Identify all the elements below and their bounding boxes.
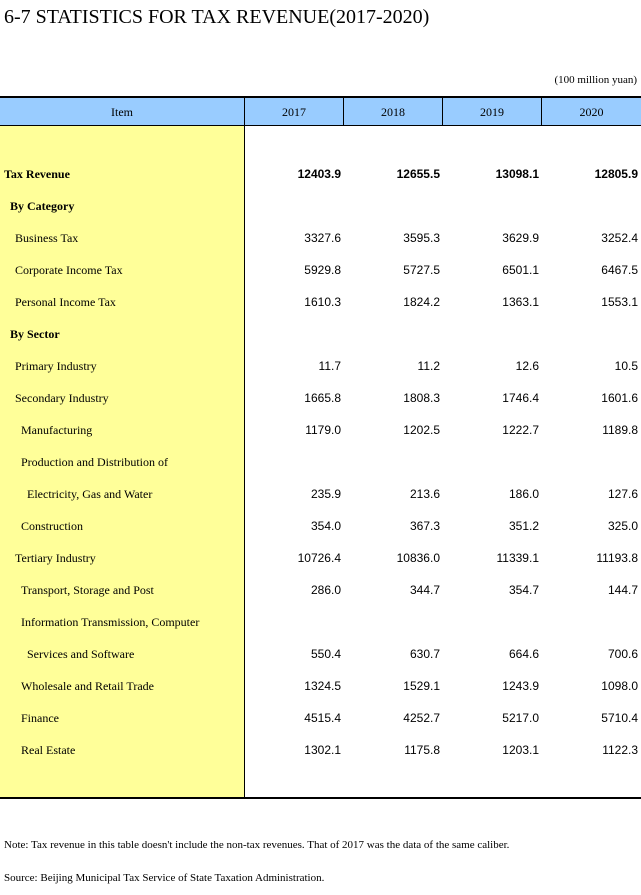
row-value-2019: 1203.1 — [502, 743, 539, 757]
row-label: Transport, Storage and Post — [21, 583, 154, 597]
row-value-2018: 1808.3 — [403, 391, 440, 405]
header-year-2017: 2017 — [245, 98, 344, 126]
table-row — [0, 356, 641, 376]
row-label: Manufacturing — [21, 423, 93, 437]
row-value-2020: 1601.6 — [601, 391, 638, 405]
row-value-2020: 144.7 — [607, 583, 638, 597]
row-value-2017: 354.0 — [310, 519, 341, 533]
row-label: Electricity, Gas and Water — [27, 487, 153, 501]
table-row — [0, 740, 641, 760]
row-value-2018: 1175.8 — [404, 743, 440, 757]
table-row — [0, 164, 641, 184]
table-note: Note: Tax revenue in this table doesn't include the non-tax revenues. That of 2017 was the data of the same caliber. — [4, 839, 510, 851]
row-value-2017: 12403.9 — [297, 167, 341, 181]
table-row — [0, 388, 641, 408]
row-value-2018: 3595.3 — [403, 231, 440, 245]
table-row — [0, 452, 641, 472]
table-row — [0, 420, 641, 440]
row-value-2020: 325.0 — [607, 519, 638, 533]
row-value-2019: 354.7 — [508, 583, 539, 597]
table-row — [0, 484, 641, 504]
row-label: Construction — [21, 519, 83, 533]
row-value-2019: 13098.1 — [495, 167, 539, 181]
table-row — [0, 228, 641, 248]
row-value-2019: 664.6 — [508, 647, 539, 661]
unit-label: (100 million yuan) — [554, 74, 637, 86]
row-label: Primary Industry — [15, 359, 97, 373]
row-value-2019: 1243.9 — [502, 679, 539, 693]
row-value-2019: 3629.9 — [502, 231, 539, 245]
row-value-2020: 1098.0 — [601, 679, 638, 693]
row-label: Wholesale and Retail Trade — [21, 679, 154, 693]
row-value-2020: 12805.9 — [594, 167, 638, 181]
row-value-2020: 1122.3 — [602, 743, 638, 757]
row-label: By Sector — [10, 327, 60, 341]
row-value-2019: 1363.1 — [502, 295, 539, 309]
row-value-2019: 6501.1 — [502, 263, 539, 277]
row-value-2017: 4515.4 — [304, 711, 341, 725]
row-value-2019: 11339.1 — [496, 551, 539, 565]
table-row — [0, 292, 641, 312]
row-value-2020: 10.5 — [614, 359, 638, 373]
row-value-2017: 3327.6 — [304, 231, 341, 245]
table-header-row — [0, 96, 641, 126]
table-row — [0, 708, 641, 728]
table-source: Source: Beijing Municipal Tax Service of State Taxation Administration. — [4, 872, 325, 884]
row-value-2017: 5929.8 — [304, 263, 341, 277]
table-row — [0, 676, 641, 696]
row-value-2020: 5710.4 — [601, 711, 638, 725]
row-label: Personal Income Tax — [15, 295, 116, 309]
row-value-2018: 12655.5 — [396, 167, 440, 181]
row-label: Corporate Income Tax — [15, 263, 123, 277]
row-value-2020: 1553.1 — [601, 295, 638, 309]
table-row — [0, 612, 641, 632]
row-value-2019: 1746.4 — [502, 391, 539, 405]
row-value-2019: 1222.7 — [502, 423, 539, 437]
row-value-2020: 1189.8 — [602, 423, 638, 437]
row-value-2018: 5727.5 — [403, 263, 440, 277]
table-row — [0, 516, 641, 536]
table-row — [0, 644, 641, 664]
header-year-2019: 2019 — [443, 98, 542, 126]
row-value-2019: 186.0 — [508, 487, 539, 501]
table-row — [0, 324, 641, 344]
row-label: Finance — [21, 711, 59, 725]
page-title: 6-7 STATISTICS FOR TAX REVENUE(2017-2020) — [4, 6, 430, 28]
row-value-2017: 10726.4 — [297, 551, 341, 565]
row-value-2019: 5217.0 — [502, 711, 539, 725]
table-bottom-rule — [0, 797, 641, 799]
row-label: Production and Distribution of — [21, 455, 168, 469]
row-value-2018: 1529.1 — [403, 679, 440, 693]
row-value-2018: 367.3 — [409, 519, 440, 533]
row-label: Real Estate — [21, 743, 76, 757]
row-value-2018: 1202.5 — [403, 423, 440, 437]
row-value-2020: 3252.4 — [601, 231, 638, 245]
header-year-2018: 2018 — [344, 98, 443, 126]
table-row — [0, 260, 641, 280]
row-value-2018: 344.7 — [409, 583, 440, 597]
row-label: By Category — [10, 199, 75, 213]
row-value-2017: 11.7 — [318, 359, 341, 373]
row-value-2017: 1302.1 — [304, 743, 341, 757]
header-item: Item — [0, 98, 245, 126]
tax-revenue-table — [0, 96, 641, 799]
row-label: Business Tax — [15, 231, 79, 245]
row-label: Tax Revenue — [4, 167, 70, 181]
row-value-2017: 1610.3 — [304, 295, 341, 309]
row-label: Information Transmission, Computer — [21, 615, 200, 629]
row-value-2020: 11193.8 — [596, 551, 638, 565]
row-value-2018: 4252.7 — [403, 711, 440, 725]
row-value-2019: 12.6 — [515, 359, 539, 373]
table-row — [0, 580, 641, 600]
row-value-2018: 11.2 — [417, 359, 440, 373]
table-row — [0, 548, 641, 568]
row-value-2020: 127.6 — [607, 487, 638, 501]
row-value-2017: 1179.0 — [305, 423, 341, 437]
row-value-2020: 6467.5 — [601, 263, 638, 277]
header-year-2020: 2020 — [579, 105, 604, 119]
row-value-2018: 213.6 — [409, 487, 440, 501]
row-value-2020: 700.6 — [607, 647, 638, 661]
row-label: Tertiary Industry — [15, 551, 96, 565]
row-value-2019: 351.2 — [508, 519, 539, 533]
row-label: Services and Software — [27, 647, 135, 661]
row-value-2017: 1324.5 — [304, 679, 341, 693]
table-row — [0, 196, 641, 216]
row-value-2017: 550.4 — [310, 647, 341, 661]
row-value-2018: 630.7 — [409, 647, 440, 661]
row-label: Secondary Industry — [15, 391, 109, 405]
row-value-2017: 1665.8 — [304, 391, 341, 405]
row-value-2017: 286.0 — [310, 583, 341, 597]
row-value-2018: 10836.0 — [396, 551, 440, 565]
row-value-2018: 1824.2 — [403, 295, 440, 309]
row-value-2017: 235.9 — [310, 487, 341, 501]
